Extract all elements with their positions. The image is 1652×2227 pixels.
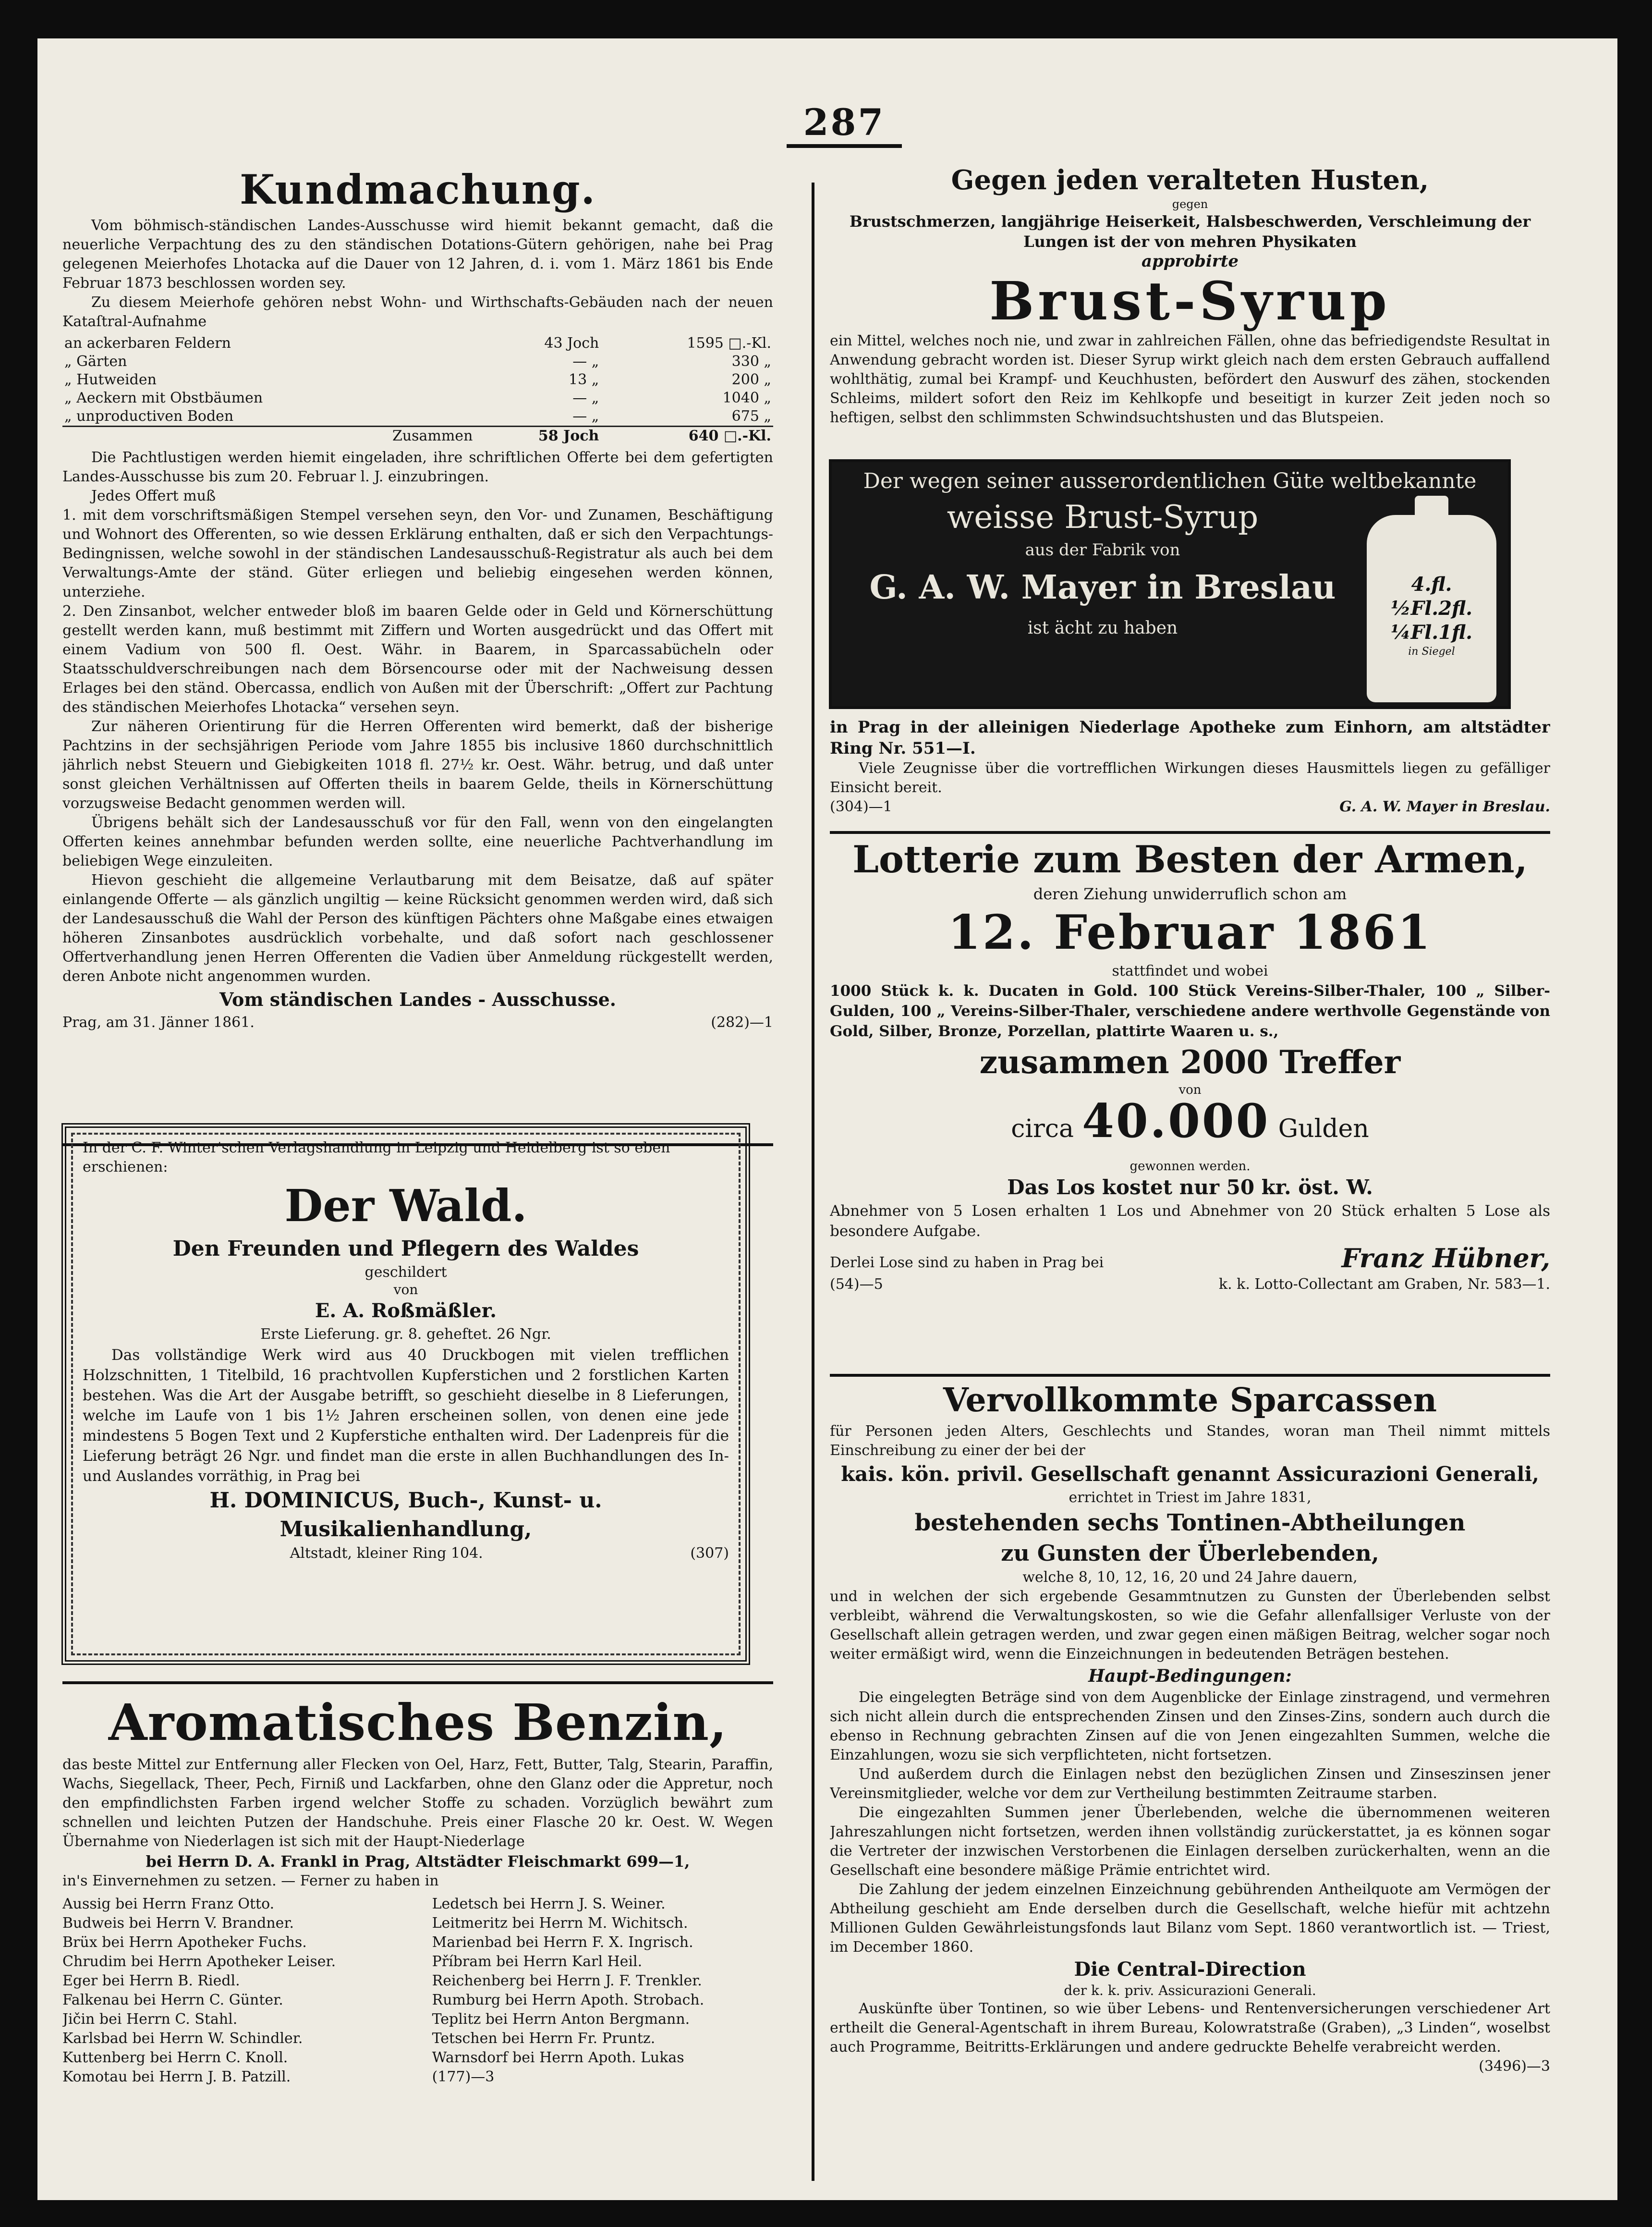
sparcassen-l4: zu Gunsten der Überlebenden, xyxy=(1001,1540,1379,1566)
benzin-main-dealer: bei Herrn D. A. Frankl in Prag, Altstädter Fleischmarkt 699—1, xyxy=(146,1852,690,1871)
box-line-1: Der wegen seiner ausserordentlichen Güte weltbekannte xyxy=(863,469,1477,493)
row-label: an ackerbaren Feldern xyxy=(64,335,231,352)
lotterie-seller: Franz Hübner, xyxy=(1341,1243,1550,1273)
syrup-ref: (304)—1 xyxy=(830,798,892,815)
syrup-note: Viele Zeugnisse über die vortrefflichen Wirkungen dieses Hausmittels liegen zu gefälliger Einsicht bereit. xyxy=(830,760,1550,796)
sparcassen-body: und in welchen der sich ergebende Gesammtnutzen zu Gunsten der Überlebenden selbst verbleibt, während die Verwaltungskosten, so wie die Gefahr allenfallsiger Verluste von der Gesellschaft allein getragen werden, und zwar gegen einen mäßigen Beitrag, welcher sogar noch weiter ermäßigt wird, wenn die Einzeichnungen in bedeutenden Beträgen bestehen. xyxy=(830,1588,1550,1663)
wald-subtitle: Den Freunden und Pflegern des Waldes xyxy=(172,1236,639,1261)
benzin-ref: (177)—3 xyxy=(432,2068,495,2085)
lotterie-bonus: Abnehmer von 5 Losen erhalten 1 Los und Abnehmer von 20 Stück erhalten 5 Lose als besondere Aufgabe. xyxy=(830,1202,1550,1240)
sparcassen-l3: bestehenden sechs Tontinen-Abtheilungen xyxy=(914,1509,1466,1536)
lotterie-ad xyxy=(830,836,1550,1374)
wald-by: geschildert xyxy=(364,1264,447,1281)
page-number: 287 xyxy=(787,101,902,148)
row-klafter: 675 „ xyxy=(731,408,771,425)
table-row xyxy=(62,353,773,371)
sparcassen-l1: für Personen jeden Alters, Geschlechts und Standes, woran man Theil nimmt mittels Einschreibung zu einer der bei der xyxy=(830,1423,1550,1459)
kundmachung-notice xyxy=(62,163,773,1124)
price-half: ½Fl.2fl. xyxy=(1390,597,1473,620)
notice-paragraph: Hievon geschieht die allgemeine Verlautbarung mit dem Beisatze, daß auf später einlangende Offerte — als gänzlich ungiltig — keine Rücksicht genommen werden wird, daß sich der Landesausschuß die Wahl der Person des künftigen Pächters ohne Maßgabe eines etwaigen höheren Zinsanbotes ausdrücklich vorbehalte, und daß sofort nach geschlossener Offertverhandlung jenen Herren Offerenten die Vadien über Anmeldung rückgestellt werden, deren Anbote nicht angenommen wurden. xyxy=(62,872,773,985)
row-joch: 13 „ xyxy=(569,371,599,388)
lotterie-circa: circa xyxy=(1011,1114,1074,1143)
bottle-seal: in Siegel xyxy=(1408,646,1455,658)
list-item: Komotau bei Herrn J. B. Patzill. xyxy=(62,2068,291,2085)
list-item: Jičin bei Herrn C. Stahl. xyxy=(62,2011,238,2028)
dealers-left xyxy=(62,1895,403,2087)
lotterie-date: 12. Februar 1861 xyxy=(947,905,1433,960)
benzin-dealers xyxy=(62,1895,773,2087)
list-item: Aussig bei Herrn Franz Otto. xyxy=(62,1896,275,1912)
lotterie-gulden: Gulden xyxy=(1278,1114,1369,1143)
row-joch: — „ xyxy=(572,390,599,406)
row-label: „ Gärten xyxy=(64,353,127,370)
lotterie-ref: (54)—5 xyxy=(830,1276,883,1293)
row-klafter: 1595 □.-Kl. xyxy=(687,335,771,352)
notice-lead: Zu diesem Meierhofe gehören nebst Wohn- und Wirthschafts-Gebäuden nach der neuen Kataſtral-Aufnahme xyxy=(62,294,773,330)
row-klafter: 200 „ xyxy=(731,371,771,388)
lotterie-price: Das Los kostet nur 50 kr. öst. W. xyxy=(1007,1175,1373,1199)
sparcassen-direction2: der k. k. priv. Assicurazioni Generali. xyxy=(1064,1982,1316,1998)
list-item: Reichenberg bei Herrn J. F. Trenkler. xyxy=(432,1972,702,1989)
price-quarter: ¼Fl.1fl. xyxy=(1390,621,1473,644)
box-line-5: ist ächt zu haben xyxy=(1027,618,1178,638)
lotterie-footer xyxy=(830,1275,1550,1294)
lotterie-line2: stattfindet und wobei xyxy=(1112,963,1268,979)
list-item: Falkenau bei Herrn C. Günter. xyxy=(62,1992,283,2008)
lotterie-won: gewonnen werden. xyxy=(1130,1159,1251,1174)
list-item: Tetschen bei Herrn Fr. Pruntz. xyxy=(432,2030,656,2047)
syrup-headline: Gegen jeden veralteten Husten, xyxy=(951,164,1429,196)
mayer-box xyxy=(829,459,1511,709)
syrup-symptoms: Brustschmerzen, langjährige Heiserkeit, Halsbeschwerden, Verschleimung der Lungen ist der von mehren Physikaten xyxy=(849,212,1531,251)
benzin-title: Aromatisches Benzin, xyxy=(108,1693,728,1752)
divider xyxy=(62,1681,773,1684)
list-item: Rumburg bei Herrn Apoth. Strobach. xyxy=(432,1992,705,2008)
syrup-sign xyxy=(830,797,1550,817)
sparcassen-l5: welche 8, 10, 12, 16, 20 und 24 Jahre dauern, xyxy=(1022,1569,1358,1586)
wald-title: Der Wald. xyxy=(284,1180,527,1232)
syrup-title: Brust-Syrup xyxy=(989,270,1391,332)
total-label: Zusammen xyxy=(62,427,474,446)
row-joch: 43 Joch xyxy=(544,335,599,352)
row-label: „ unproductiven Boden xyxy=(64,408,234,425)
total-klafter: 640 □.-Kl. xyxy=(601,427,773,446)
wald-body: Das vollständige Werk wird aus 40 Druckbogen mit vielen trefflichen Holzschnitten, 1 Titelbild, 16 prachtvollen Kupferstichen und 2 forstlichen Karten bestehen. Was die Art der Ausgabe betrifft, so geschieht dieselbe in 8 Lieferungen, welche im Laufe von 1 bis 1½ Jahren erscheinen sollen, von denen eine jede mindestens 5 Bogen Text und 2 Kupferstiche enthalten wird. Der Ladenpreis für die Lieferung beträgt 26 Ngr. und findet man die erste in allen Buchhandlungen des In- und Auslandes vorräthig, in Prag bei xyxy=(83,1346,729,1485)
list-item: Teplitz bei Herrn Anton Bergmann. xyxy=(432,2011,690,2028)
sparcassen-cond-title: Haupt-Bedingungen: xyxy=(1088,1666,1292,1686)
table-total-row xyxy=(62,427,773,446)
list-item: Warnsdorf bei Herrn Apoth. Lukas xyxy=(432,2049,684,2066)
row-label: „ Hutweiden xyxy=(64,371,157,388)
land-table xyxy=(62,334,773,445)
sparcassen-ref: (3496)—3 xyxy=(1479,2058,1550,2075)
lotterie-sold: Derlei Lose sind zu haben in Prag bei xyxy=(830,1254,1104,1271)
price-full: 4.fl. xyxy=(1411,573,1452,596)
syrup-ad xyxy=(830,163,1550,461)
box-line-3: aus der Fabrik von xyxy=(1025,540,1180,560)
notice-ref: (282)—1 xyxy=(711,1014,773,1031)
wald-by2: von xyxy=(393,1282,418,1297)
list-item: Brüx bei Herrn Apotheker Fuchs. xyxy=(62,1934,307,1951)
notice-paragraph: Die Pachtlustigen werden hiemit eingeladen, ihre schriftlichen Offerte bei dem gefertigten Landes-Ausschusse bis zum 20. Februar l. J. einzubringen. xyxy=(62,449,773,485)
benzin-ad xyxy=(62,1690,773,2190)
sparcassen-condition: Die eingezahlten Summen jener Überlebenden, welche die übernommenen weiteren Jahreszahlungen nicht fortsetzen, werden ihnen vollständig zurückerstattet, ja es können sogar die Vertreter der inzwischen Verstorbenen die Einlagen derselben zurückerhalten, wenn an die Gesellschaft eine besondere mäßige Prämie entrichtet wird. xyxy=(830,1804,1550,1879)
wald-author: E. A. Roßmäßler. xyxy=(315,1299,497,1322)
sparcassen-company: kais. kön. privil. Gesellschaft genannt Assicurazioni Generali, xyxy=(841,1462,1539,1486)
sparcassen-condition: Die eingelegten Beträge sind von dem Augenblicke der Einlage zinstragend, und vermehren sich nicht allein durch die entsprechenden Zinsen und den Zinses-Zins, sondern auch durch die ebenso in Rechnung gebrachten Zinsen auf die von Jenen eingezahlten Summen, welche die Einzahlungen, wozu sie sich verpflichteten, nicht fortsetzen. xyxy=(830,1689,1550,1763)
notice-place-date: Prag, am 31. Jänner 1861. xyxy=(62,1014,255,1031)
dealers-right xyxy=(432,1895,773,2087)
lotterie-seller-line xyxy=(830,1241,1550,1275)
syrup-where: in Prag in der alleinigen Niederlage Apotheke zum Einhorn, am altstädter Ring Nr. 551—I. xyxy=(830,718,1550,758)
divider xyxy=(830,831,1550,834)
sparcassen-direction: Die Central-Direction xyxy=(1074,1958,1306,1981)
lotterie-total: zusammen 2000 Treffer xyxy=(979,1043,1401,1081)
row-joch: — „ xyxy=(572,353,599,370)
table-row xyxy=(62,371,773,389)
notice-intro: Vom böhmisch-ständischen Landes-Ausschusse wird hiemit bekannt gemacht, daß die neuerliche Verpachtung des zu den ständischen Dotations-Gütern gehörigen, nahe bei Prag gelegenen Meierhofes Lhotacka auf die Dauer von 12 Jahren, d. i. vom 1. März 1861 bis Ende Februar 1873 beschlossen worden sey. xyxy=(62,217,773,292)
notice-paragraph: Jedes Offert muß xyxy=(91,488,216,504)
total-joch: 58 Joch xyxy=(474,427,601,446)
column-rule xyxy=(812,183,814,2181)
list-item: Karlsbad bei Herrn W. Schindler. xyxy=(62,2030,303,2047)
list-item: Marienbad bei Herrn F. X. Ingrisch. xyxy=(432,1934,693,1951)
notice-signer: Vom ständischen Landes - Ausschusse. xyxy=(219,989,616,1010)
benzin-body: das beste Mittel zur Entfernung aller Flecken von Oel, Harz, Fett, Butter, Talg, Stearin, Paraffin, Wachs, Siegellack, Theer, Pech, Firniß und Lackfarben, ohne den Glanz oder die Appretur, noch den empfindlichsten Farben irgend welcher Stoffe zu schaden. Vorzüglich bewährt zum schnellen und leichten Putzen der Handschuhe. Preis einer Flasche 20 kr. Oest. W. Wegen Übernahme von Niederlagen ist sich mit der Haupt-Niederlage xyxy=(62,1756,773,1850)
lotterie-seller-info: k. k. Lotto-Collectant am Graben, Nr. 583—1. xyxy=(1218,1276,1550,1293)
syrup-body: ein Mittel, welches noch nie, und zwar in zahlreichen Fällen, ohne das befriedigendste Resultat in Anwendung gebracht worden ist. Dieser Syrup wirkt gleich nach dem ersten Gebrauch auffallend wohlthätig, zumal bei Krampf- und Keuchhusten, befördert den Auswurf des zähen, stockenden Schleims, mildert sofort den Reiz im Kehlkopfe und beseitigt in kurzer Zeit jeden noch so heftigen, selbst den schlimmsten Schwindsuchtshusten und das Blutspeien. xyxy=(830,332,1550,426)
sparcassen-title: Vervollkommte Sparcassen xyxy=(943,1381,1437,1419)
table-row xyxy=(62,334,773,353)
syrup-gegen: gegen xyxy=(1172,197,1208,211)
sparcassen-condition: Die Zahlung der jedem einzelnen Einzeichnung gebührenden Antheilquote am Vermögen der Abtheilung geschieht am Ende derselben durch die Gesellschaft, welche hiefür mit achtzehn Millionen Gulden Gewährleistungsfonds laut Bilanz vom Sept. 1860 verantwortlich ist. — Triest, im December 1860. xyxy=(830,1881,1550,1956)
notice-footer xyxy=(62,1013,773,1032)
notice-paragraph: 2. Den Zinsanbot, welcher entweder bloß im baaren Gelde oder in Geld und Körnerschüttung gestellt werden kann, muß bestimmt mit Ziffern und Worten ausgedrückt und das Offert mit einem Vadium von 500 fl. Oest. Währ. in Baarem, in Sparcassabücheln oder Staatsschuldverschreibungen nach dem Börsencourse oder mit der Nachweisung dessen Erlages bei den ständ. Obercassa, endlich von Außen mit der Überschrift: „Offert zur Pachtung des ständischen Meierhofes Lhotacka“ versehen seyn. xyxy=(62,603,773,716)
lotterie-sum-line xyxy=(830,1094,1550,1159)
box-line-2: weisse Brust-Syrup xyxy=(947,499,1259,536)
sparcassen-ad xyxy=(830,1379,1550,2186)
list-item: Eger bei Herrn B. Riedl. xyxy=(62,1972,240,1989)
notice-title: Kundmachung. xyxy=(240,166,596,213)
wald-dealer: H. DOMINICUS, Buch-, Kunst- u. Musikalienhandlung, xyxy=(209,1488,602,1542)
row-joch: — „ xyxy=(572,408,599,425)
wald-ref: (307) xyxy=(690,1545,729,1562)
list-item: Kuttenberg bei Herrn C. Knoll. xyxy=(62,2049,288,2066)
list-item: Příbram bei Herrn Karl Heil. xyxy=(432,1953,643,1970)
list-item: Chrudim bei Herrn Apotheker Leiser. xyxy=(62,1953,336,1970)
list-item: Leitmeritz bei Herrn M. Wichitsch. xyxy=(432,1915,688,1932)
notice-paragraph: Übrigens behält sich der Landesausschuß vor für den Fall, wenn von den eingelangten Offerten keines annehmbar befunden werden sollte, eine neuerliche Pachtverhandlung im beliebigen Wege einzuleiten. xyxy=(62,814,773,869)
notice-paragraph: 1. mit dem vorschriftsmäßigen Stempel versehen seyn, den Vor- und Zunamen, Beschäftigung und Wohnort des Offerenten, so wie dessen Erklärung enthalten, daß er sich den Verpachtungs-Bedingnissen, welche sowohl in der ständischen Landesausschuß-Registratur als auch bei dem Verwaltungs-Amte der ständ. Güter erliegen und beliebig eingesehen werden können, unterziehe. xyxy=(62,507,773,600)
sparcassen-condition: Und außerdem durch die Einlagen nebst den bezüglichen Zinsen und Zinseszinsen jener Vereinsmitglieder, welche vor dem zur Vertheilung bestimmten Zeitraume starben. xyxy=(830,1766,1550,1802)
lotterie-prizes: 1000 Stück k. k. Ducaten in Gold. 100 Stück Vereins-Silber-Thaler, 100 „ Silber-Gulden, 100 „ Vereins-Silber-Thaler, verschiedene andere werthvolle Gegenstände von Gold, Silber, Bronze, Porzellan, plattirte Waaren u. s., xyxy=(830,982,1550,1040)
sparcassen-info: Auskünfte über Tontinen, so wie über Lebens- und Rentenversicherungen verschiedener Art ertheilt die General-Agentschaft in ihrem Bureau, Kolowratstraße (Graben), „3 Linden“, woselbst auch Programme, Beitritts-Erklärungen und andere gedruckte Behelfe verabreicht werden. xyxy=(830,2000,1550,2056)
syrup-sig: G. A. W. Mayer in Breslau. xyxy=(1339,798,1550,815)
notice-paragraph: Zur näheren Orientirung für die Herren Offerenten wird bemerkt, daß der bisherige Pachtzins in der sechsjährigen Periode vom Jahre 1855 bis inclusive 1860 durchschnittlich jährlich nebst Steuern und Giebigkeiten 1018 fl. 27½ kr. Oest. Währ. betrug, und daß unter sonst gleichen Verhältnissen auf Offerten theils in baarem Gelde, theils in Körnerschüttung vorzugsweise Bedacht genommen werden will. xyxy=(62,718,773,812)
sparcassen-l2: errichtet in Triest im Jahre 1831, xyxy=(1069,1489,1312,1506)
lotterie-sum: 40.000 xyxy=(1082,1094,1270,1148)
row-klafter: 330 „ xyxy=(731,353,771,370)
wald-footer xyxy=(83,1544,729,1563)
wald-address: Altstadt, kleiner Ring 104. xyxy=(290,1545,483,1562)
box-line-4: G. A. W. Mayer in Breslau xyxy=(869,568,1336,607)
wald-edition: Erste Lieferung. gr. 8. geheftet. 26 Ngr. xyxy=(260,1326,551,1343)
bottle-icon xyxy=(1367,515,1496,702)
syrup-approbirte: approbirte xyxy=(1141,252,1239,271)
table-row xyxy=(62,407,773,427)
divider xyxy=(830,1374,1550,1377)
der-wald-ad xyxy=(61,1123,750,1665)
lotterie-von: von xyxy=(1178,1083,1202,1097)
newspaper-page xyxy=(37,38,1617,2200)
benzin-cont: in's Einvernehmen zu setzen. — Ferner zu haben in xyxy=(62,1872,439,1889)
list-item: Budweis bei Herrn V. Brandner. xyxy=(62,1915,294,1932)
lotterie-title: Lotterie zum Besten der Armen, xyxy=(852,838,1528,881)
list-item: Ledetsch bei Herrn J. S. Weiner. xyxy=(432,1896,666,1912)
row-klafter: 1040 „ xyxy=(722,390,771,406)
lotterie-line1: deren Ziehung unwiderruflich schon am xyxy=(1033,885,1347,903)
row-label: „ Aeckern mit Obstbäumen xyxy=(64,390,263,406)
table-row xyxy=(62,389,773,407)
wald-intro: In der C. F. Winter'schen Verlagshandlung in Leipzig und Heidelberg ist so eben erschienen: xyxy=(83,1139,670,1175)
